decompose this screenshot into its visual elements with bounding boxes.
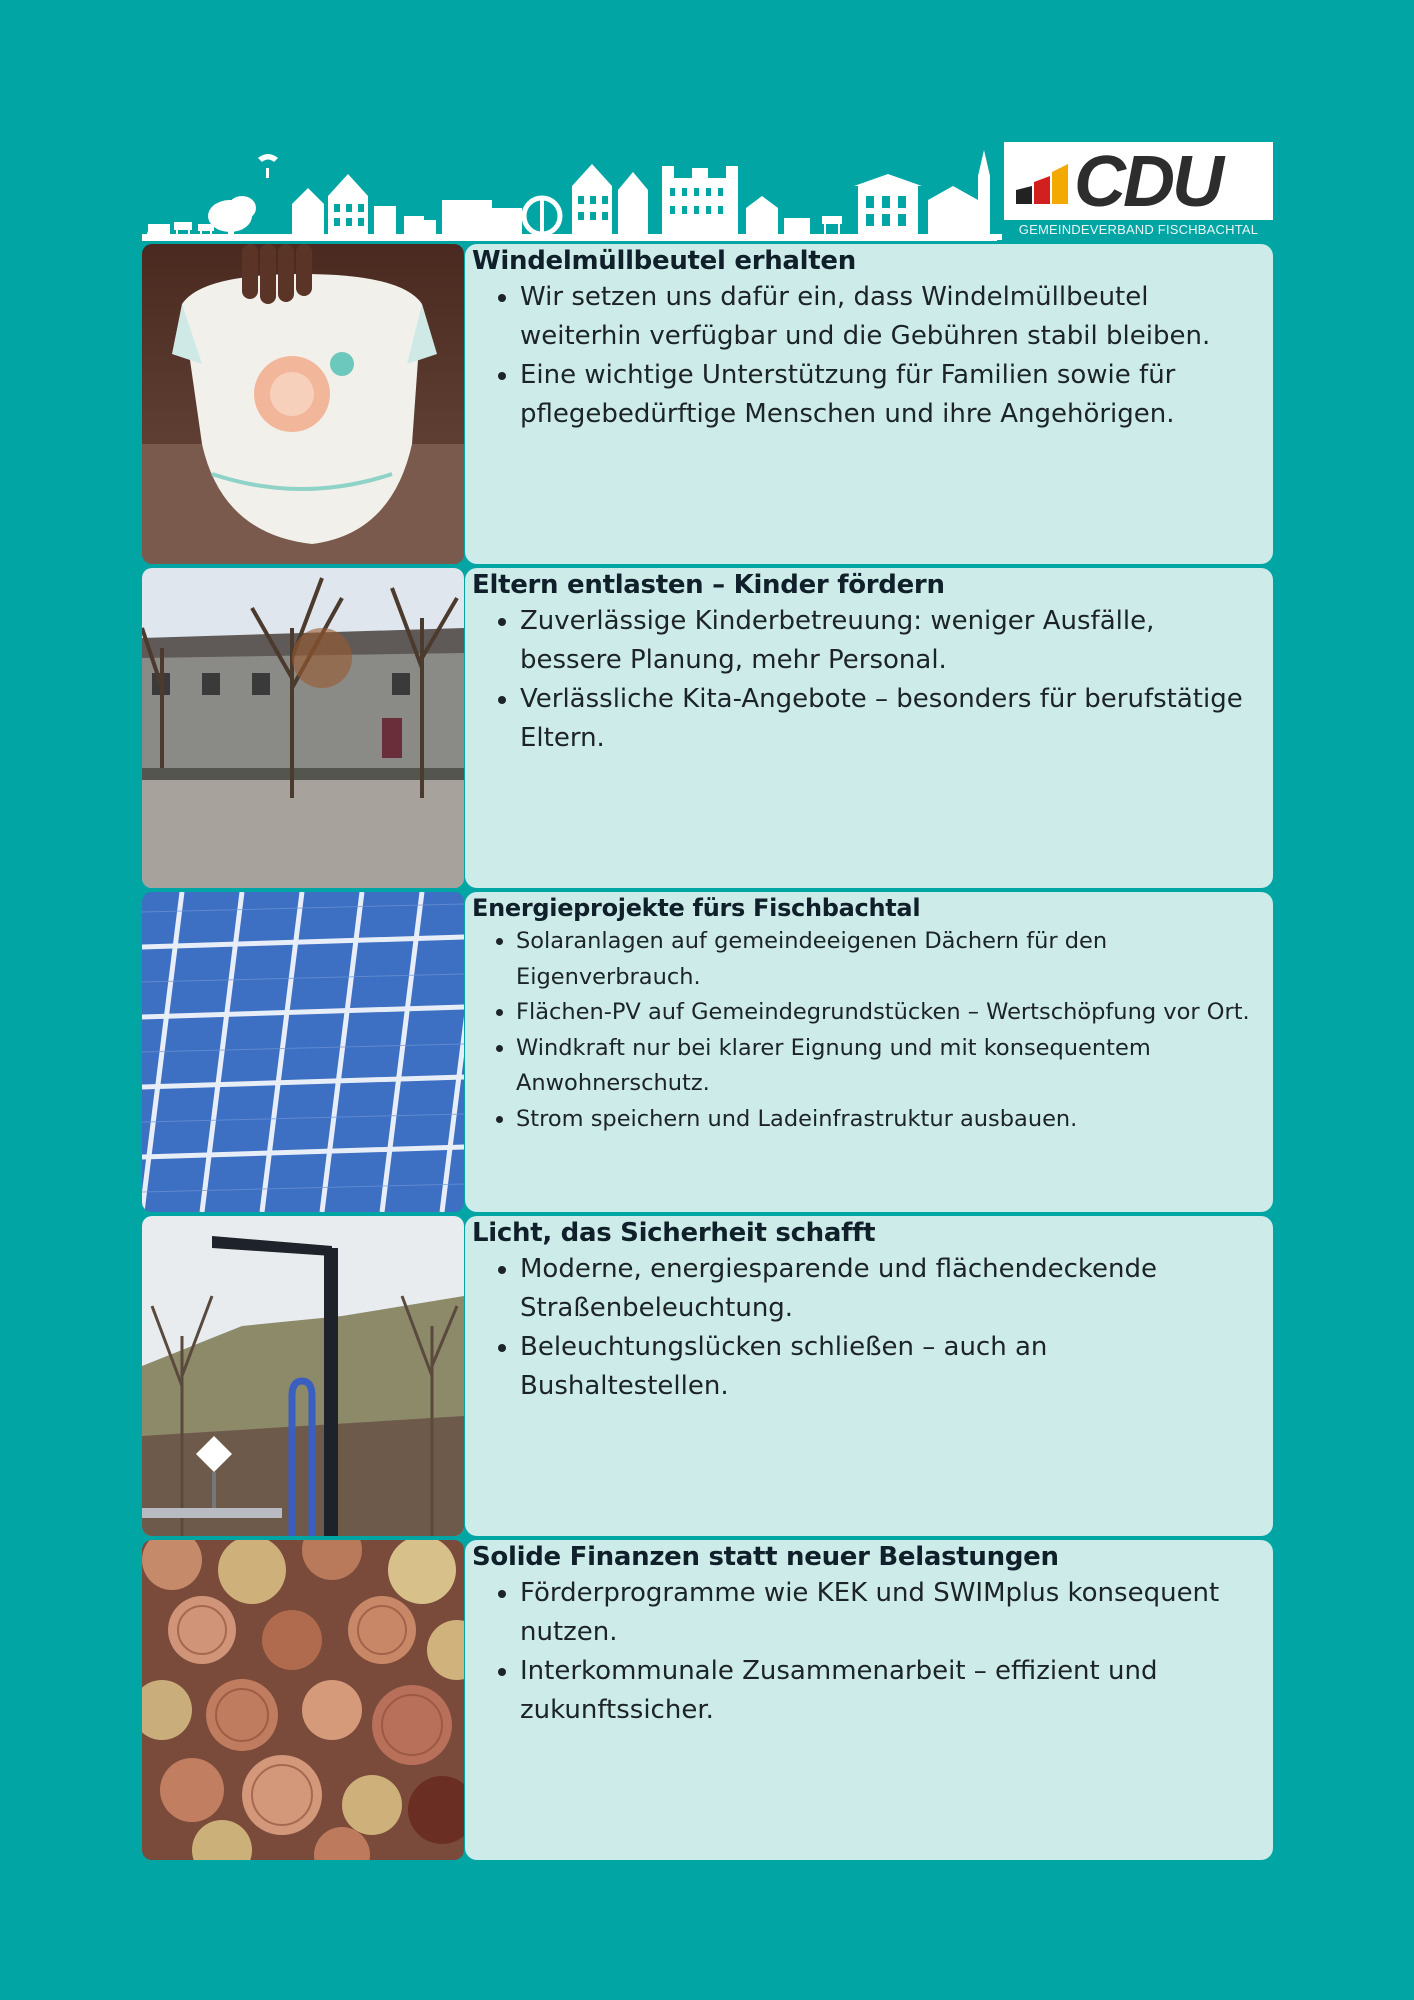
bullet-item: • Förderprogramme wie KEK und SWIMplus konsequent nutzen. xyxy=(520,1574,1253,1652)
bullet-item: • Moderne, energiesparende und flächendeckende Straßenbeleuchtung. xyxy=(520,1250,1253,1328)
village-skyline-illustration xyxy=(142,150,1002,244)
section-title: Solide Finanzen statt neuer Belastungen xyxy=(472,1542,1059,1572)
bullet-item: • Eine wichtige Unterstützung für Familien sowie für pflegebedürftige Menschen und ihre Angehörigen. xyxy=(520,356,1253,434)
section-card xyxy=(465,244,1273,564)
bullet-item: • Beleuchtungslücken schließen – auch an Bushaltestellen. xyxy=(520,1328,1253,1406)
bullet-item: • Strom speichern und Ladeinfrastruktur ausbauen. xyxy=(516,1102,1253,1138)
logo-wordmark: CDU xyxy=(1074,142,1221,222)
logo-bars-icon xyxy=(1016,164,1070,204)
section-card xyxy=(465,568,1273,888)
section-card xyxy=(465,1540,1273,1860)
bullet-item: • Verlässliche Kita-Angebote – besonders für berufstätige Eltern. xyxy=(520,680,1253,758)
solar-panel-photo xyxy=(142,892,464,1212)
cdu-logo xyxy=(1004,142,1273,220)
bullet-list xyxy=(472,278,1253,434)
section-card xyxy=(465,892,1273,1212)
bullet-item: • Solaranlagen auf gemeindeeigenen Dächern für den Eigenverbrauch. xyxy=(516,924,1253,995)
section-row xyxy=(142,892,1273,1212)
bullet-item: • Interkommunale Zusammenarbeit – effizient und zukunftssicher. xyxy=(520,1652,1253,1730)
section-title: Windelmüllbeutel erhalten xyxy=(472,246,856,276)
section-title: Energieprojekte fürs Fischbachtal xyxy=(472,894,921,922)
coins-photo xyxy=(142,1540,464,1860)
bullet-list xyxy=(472,1250,1253,1406)
section-row xyxy=(142,1216,1273,1536)
section-row xyxy=(142,1540,1273,1860)
bullet-item: • Wir setzen uns dafür ein, dass Windelmüllbeutel weiterhin verfügbar und die Gebühren stabil bleiben. xyxy=(520,278,1253,356)
street-lamp-photo xyxy=(142,1216,464,1536)
bullet-item: • Flächen-PV auf Gemeindegrundstücken – Wertschöpfung vor Ort. xyxy=(516,995,1253,1031)
section-row xyxy=(142,568,1273,888)
header-banner xyxy=(142,140,1273,244)
flyer-page xyxy=(142,140,1273,1864)
section-title: Licht, das Sicherheit schafft xyxy=(472,1218,876,1248)
diaper-photo xyxy=(142,244,464,564)
section-title: Eltern entlasten – Kinder fördern xyxy=(472,570,945,600)
bullet-list xyxy=(472,1574,1253,1730)
bullet-list xyxy=(472,924,1253,1137)
banner-divider xyxy=(142,238,997,241)
logo-subtitle: GEMEINDEVERBAND FISCHBACHTAL xyxy=(1018,222,1259,237)
bullet-item: • Zuverlässige Kinderbetreuung: weniger Ausfälle, bessere Planung, mehr Personal. xyxy=(520,602,1253,680)
bullet-list xyxy=(472,602,1253,758)
section-card xyxy=(465,1216,1273,1536)
kindergarten-photo xyxy=(142,568,464,888)
section-row xyxy=(142,244,1273,564)
bullet-item: • Windkraft nur bei klarer Eignung und mit konsequentem Anwohnerschutz. xyxy=(516,1031,1253,1102)
